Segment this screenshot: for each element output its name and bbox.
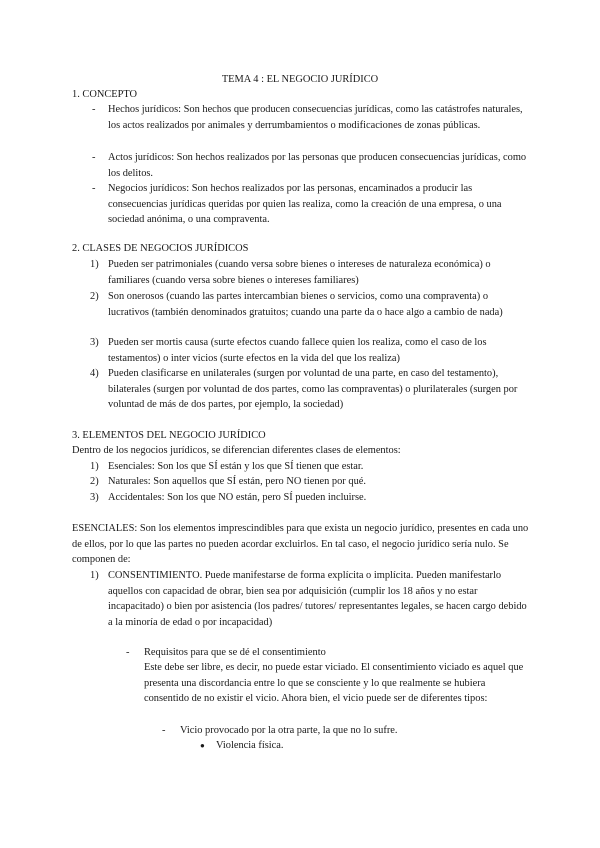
list-item-text: Pueden ser patrimoniales (cuando versa sobre bienes o intereses de naturaleza económica) o familiares (cuando versa sobre bienes o intereses familiares) <box>108 259 491 286</box>
requisitos-title: Requisitos para que se dé el consentimiento <box>144 647 326 658</box>
list-item-text: Actos jurídicos: Son hechos realizados por las personas que producen consecuencias jurídicas, como los delitos. <box>108 152 527 179</box>
section-heading-clases: 2. CLASES DE NEGOCIOS JURÍDICOS <box>72 243 249 254</box>
list-number: 2) <box>90 476 99 487</box>
dash-marker: - <box>92 104 96 115</box>
dash-marker: - <box>92 152 96 163</box>
list-item-text: Accidentales: Son los que NO están, pero SÍ pueden incluirse. <box>108 492 367 503</box>
list-item-text: Hechos jurídicos: Son hechos que producen consecuencias jurídicas, como las catástrofes naturales, los actos realizados por animales y derrumbamientos o modificaciones de zonas públicas. <box>108 104 523 131</box>
list-number: 1) <box>90 461 99 472</box>
list-item-text: Negocios jurídicos: Son hechos realizados por las personas, encaminados a producir las consecuencias jurídicas queridas por quien las realiza, como la creación de una empresa, o una sociedad anónima, o una compraventa. <box>108 183 502 226</box>
list-number: 3) <box>90 492 99 503</box>
list-number: 4) <box>90 368 99 379</box>
dash-marker: - <box>162 725 166 736</box>
section-heading-elementos: 3. ELEMENTOS DEL NEGOCIO JURÍDICO <box>72 430 266 441</box>
list-number: 3) <box>90 337 99 348</box>
violencia-text: Violencia física. <box>216 740 284 751</box>
section-heading-concepto: 1. CONCEPTO <box>72 89 138 100</box>
list-item-text: Pueden ser mortis causa (surte efectos cuando fallece quien los realiza, como el caso de los testamentos) o inter vicios (surte efectos en la vida del que los realiza) <box>108 337 487 364</box>
document-title: TEMA 4 : EL NEGOCIO JURÍDICO <box>221 74 379 85</box>
list-item-text: Pueden clasificarse en unilaterales (surgen por voluntad de una parte, en caso del testamento), bilaterales (surgen por voluntad de dos partes, como las compraventas) o plurilaterales (surgen por voluntad de más de dos partes, por ejemplo, la sociedad) <box>108 368 518 411</box>
esenciales-paragraph: ESENCIALES: Son los elementos imprescindibles para que exista un negocio jurídico, presentes en cada uno de ellos, por lo que las partes no pueden acordar excluirlos. En tal caso, el negocio jurídico sería nulo. Se componen de: <box>72 523 529 566</box>
dash-marker: - <box>126 647 130 658</box>
bullet-marker: ● <box>200 741 205 750</box>
list-number: 1) <box>90 259 99 270</box>
list-number: 1) <box>90 570 99 581</box>
list-item-text: Naturales: Son aquellos que SÍ están, pero NO tienen por qué. <box>108 476 366 487</box>
vicio-text: Vicio provocado por la otra parte, la que no lo sufre. <box>180 725 398 736</box>
list-item-text: Esenciales: Son los que SÍ están y los que SÍ tienen que estar. <box>108 461 364 472</box>
requisitos-text: Este debe ser libre, es decir, no puede estar viciado. El consentimiento viciado es aquel que presenta una discordancia entre lo que se consciente y lo que realmente se hubiera consentido de no existir el vicio. Ahora bien, el vicio puede ser de diferentes tipos: <box>144 662 524 705</box>
list-number: 2) <box>90 291 99 302</box>
list-item-text: CONSENTIMIENTO. Puede manifestarse de forma explícita o implícita. Pueden manifestarlo aquellos con capacidad de obrar, bien sea por adquisición (cumplir los 18 años y no estar incapacitado) o bien por asistencia (los padres/ tutores/ representantes legales, se hacen cargo debido a la minoría de edad o por incapacidad) <box>108 570 527 628</box>
section-intro: Dentro de los negocios jurídicos, se diferencian diferentes clases de elementos: <box>72 445 401 456</box>
list-item-text: Son onerosos (cuando las partes intercambian bienes o servicios, como una compraventa) o lucrativos (también denominados gratuitos; cuando una parte da o hace algo a cambio de nada) <box>108 291 503 318</box>
dash-marker: - <box>92 183 96 194</box>
